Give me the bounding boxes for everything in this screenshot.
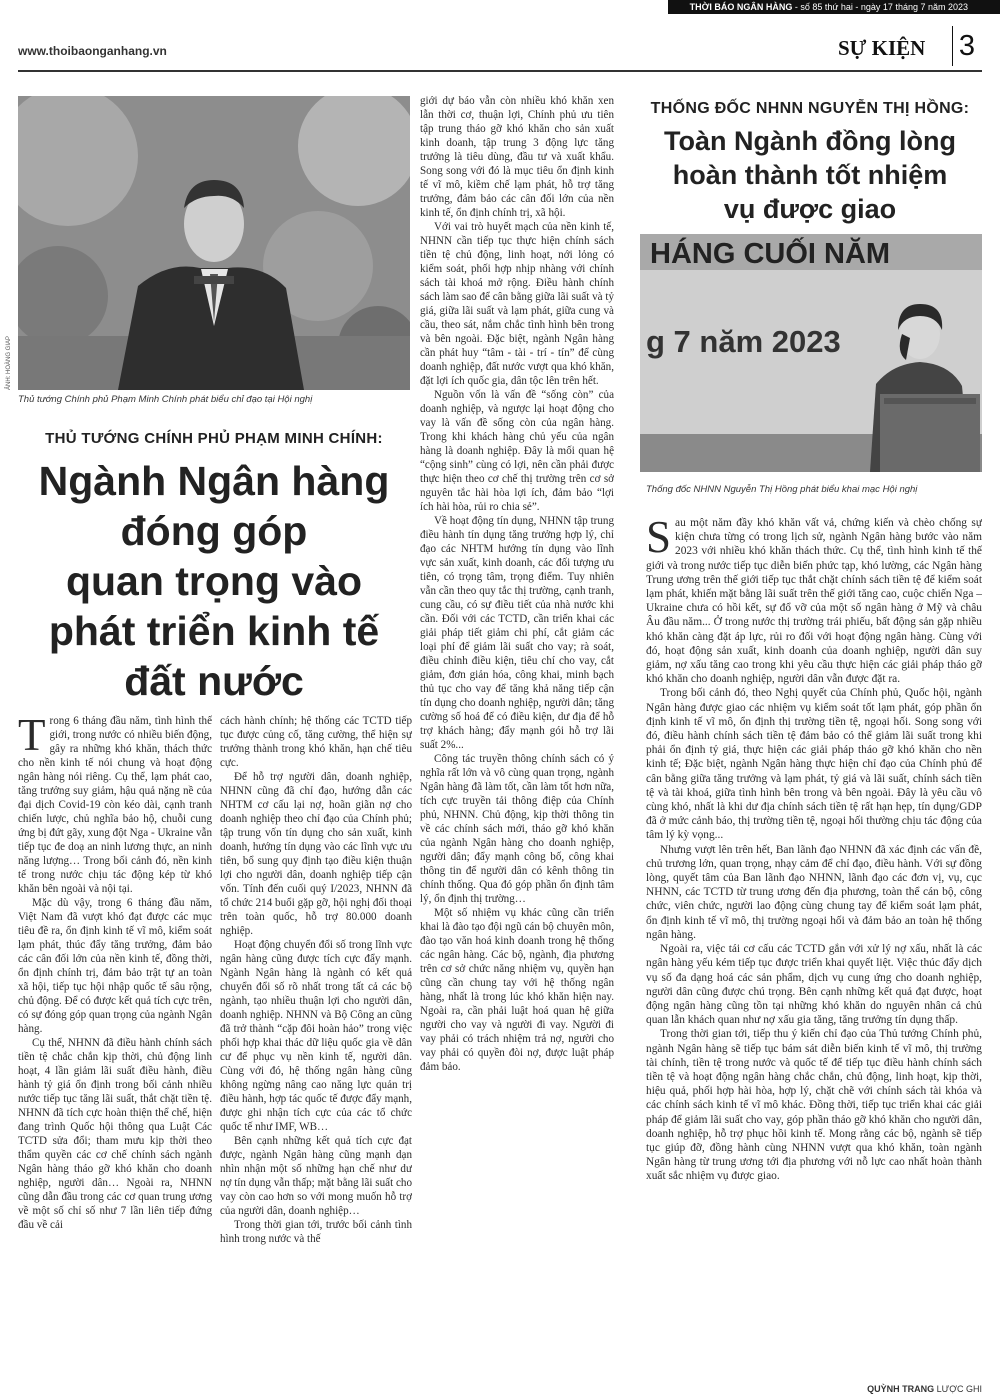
- paragraph: Mặc dù vậy, trong 6 tháng đầu năm, Việt Nam đã vượt khó đạt được các mục tiêu đề ra, ổn định kinh tế vĩ mô, kiểm soát lạm phát, thúc đẩy tăng trưởng, đảm bảo các cân đối lớn của nền kinh tế, đồng thời, ổn định chính trị, đảm bảo trật tự an toàn xã hội, tiếp tục hội nhập quốc tế sâu rộng, chủ động. Để có được kết quả tích cực trên, có sự đóng góp quan trọng của ngành Ngân hàng.: [18, 897, 212, 1035]
- left-col-2: [220, 714, 412, 1400]
- governor-photo-caption: Thống đốc NHNN Nguyễn Thị Hồng phát biểu khai mạc Hội nghị: [646, 484, 918, 495]
- website-url[interactable]: www.thoibaonganhang.vn: [18, 44, 167, 58]
- paragraph: Cụ thể, NHNN đã điều hành chính sách tiền tệ chắc chắn kịp thời, chủ động linh hoạt, 4 lần giảm lãi suất điều hành, điều hành tỷ giá ổn định trong bối cảnh nhiều nước tiếp tục tăng lãi suất, thắt chặt tiền tệ. NHNN đã tích cực hoàn thiện thể chế, hiện đang trình Quốc hội thông qua Luật Các TCTD sửa đổi; tham mưu kịp thời theo thẩm quyền các cơ chế chính sách ngành Ngân hàng tháo gỡ khó khăn cho doanh nghiệp, người dân… Ngoài ra, NHNN cũng dẫn đầu trong các cơ quan trung ương về một số chỉ số như 7 lần liên tiếp đứng đầu về cải: [18, 1037, 212, 1231]
- header-divider: [18, 70, 982, 72]
- paragraph: Trong thời gian tới, tiếp thu ý kiến chỉ đạo của Thủ tướng Chính phủ, ngành Ngân hàng sẽ tiếp tục bám sát diễn biến kinh tế vĩ mô, thị trường tài chính, tiền tệ trong nước và quốc tế để tiếp tục điều hành chính sách tiền tệ và hoạt động ngân hàng chắc chắn, chủ động, linh hoạt, kịp thời, hiệu quả, phối hợp hài hòa, hợp lý, chặt chẽ với chính sách tài khóa và các chính sách kinh tế vĩ mô khác. Đồng thời, tiếp tục triển khai các giải pháp để giảm lãi suất cho vay, góp phần tháo gỡ khó khăn cho người dân, doanh nghiệp, hỗ trợ phục hồi kinh tế. Mong rằng các bộ, ngành sẽ tiếp tục giúp đỡ, đồng hành cùng NHNN vượt qua khó khăn, toàn ngành Ngân hàng từ trung ương tới địa phương với nỗ lực cao nhất hoàn thành xuất sắc nhiệm vụ được giao.: [646, 1028, 982, 1183]
- left-kicker: THỦ TƯỚNG CHÍNH PHỦ PHẠM MINH CHÍNH:: [45, 430, 383, 447]
- byline-role: LƯỢC GHI: [934, 1384, 982, 1394]
- paragraph: giới dự báo vẫn còn nhiều khó khăn xen lẫn thời cơ, thuận lợi, Chính phủ ưu tiên tập trung tháo gỡ khó khăn cho sản xuất kinh doanh, tập trung 3 động lực tăng trưởng là tiêu dùng, đầu tư và xuất khẩu. Song song với đó là mục tiêu ổn định kinh tế vĩ mô, kiềm chế lạm phát, hỗ trợ tăng trưởng, đảm bảo các cân đối lớn của nền kinh tế, ổn định chính trị, xã hội.: [420, 95, 614, 219]
- byline-name: QUỲNH TRANG: [867, 1384, 935, 1394]
- paragraph: Với vai trò huyết mạch của nền kinh tế, NHNN cần tiếp tục thực hiện chính sách tiền tệ chủ động, linh hoạt, nới lỏng có kiểm soát, phối hợp nhịp nhàng với chính sách tài khoá mở rộng. Điều hành chính sách làm sao để cân bằng giữa lãi suất và tỷ giá, giữa lãi suất và lạm phát, giữa cung và cầu, theo sát, nắm chắc tình hình bên trong và bên ngoài. Đặc biệt, ngành Ngân hàng cần phát huy “tâm - tài - trí - tín” để cùng doanh nghiệp, đất nước vượt qua khó khăn, đặt lợi ích quốc gia, dân tộc lên trên hết.: [420, 221, 614, 387]
- left-headline-line: phát triển kinh tế: [48, 608, 380, 654]
- pm-photo-caption: Thủ tướng Chính phủ Phạm Minh Chính phát biểu chỉ đạo tại Hội nghị: [18, 394, 313, 405]
- paragraph: Công tác truyền thông chính sách có ý nghĩa rất lớn và vô cùng quan trọng, ngành Ngân hàng đã làm tốt, cần làm tốt hơn nữa, tích cực truyền tải thông điệp của Chính phủ, NHNN. Chủ động, kịp thời thông tin về các chính sách mới, tháo gỡ khó khăn của ngành Ngân hàng cho doanh nghiệp, người dân; đẩy mạnh công bố, công khai thông tin để người dân có kênh thông tin chính thống. Qua đó góp phần ổn định tâm lý, ổn định thị trường…: [420, 753, 614, 905]
- masthead-bar: [668, 0, 1000, 14]
- left-headline-line: đóng góp: [120, 508, 308, 554]
- paragraph: [18, 714, 212, 896]
- right-body: [646, 516, 982, 1376]
- left-headline: [18, 456, 410, 706]
- banner-text-2: g 7 năm 2023: [646, 324, 841, 359]
- paragraph: Trong bối cảnh đó, theo Nghị quyết của Chính phủ, Quốc hội, ngành Ngân hàng được giao các nhiệm vụ kiểm soát tốt lạm phát, góp phần ổn định kinh tế vĩ mô, ổn định thị trường tiền tệ, ngoại hối. Song song với đó, điều hành chính sách tiền tệ đảm bảo có thể giảm lãi suất trong khi phải ổn định tỷ giá, thực hiện các giải pháp tháo gỡ khó khăn cho nền kinh tế; Đặc biệt, ngành Ngân hàng thực hiện chỉ đạo của Chính phủ để cân bằng giữa tăng trưởng và lạm phát, tỷ giá và lãi suất, chính sách tiền tệ và tài khoá, giữa tình hình bên trong và bên ngoài. Đây là yêu cầu vô cùng khó, nhất là khi dư địa chính sách tiền tệ rất hạn hẹp, tín dụng/GDP đã ở mức cảnh báo, thị trường tiền tệ, ngoại hối thường chịu tác động của tâm lý kỳ vọng...: [646, 687, 982, 842]
- drop-cap: T: [18, 714, 46, 760]
- right-headline-line: hoàn thành tốt nhiệm: [672, 160, 948, 190]
- left-col-1: [18, 714, 212, 1400]
- left-headline-line: Ngành Ngân hàng: [38, 458, 390, 504]
- byline: [860, 1384, 982, 1394]
- paragraph: Hoạt động chuyển đổi số trong lĩnh vực ngân hàng cũng được tích cực đẩy mạnh. Ngành Ngân hàng là ngành có kết quả chuyển đổi số rõ nhất trong tất cả các bộ ngành, tạo nhiều thuận lợi cho người dân, doanh nghiệp. NHNN và Bộ Công an cũng đã trở thành “cặp đôi hoàn hảo” trong việc phối hợp khai thác dữ liệu quốc gia về dân cư để phục vụ nền kinh tế, người dân. Cùng với đó, hệ thống ngân hàng cũng không ngừng nâng cao năng lực quản trị điều hành, hợp tác quốc tế được đẩy mạnh, được ghi nhận tích cực của các tổ chức quốc tế như IMF, WB…: [220, 939, 412, 1133]
- right-headline-line: Toàn Ngành đồng lòng: [664, 126, 956, 156]
- section-title: SỰ KIỆN: [838, 36, 926, 60]
- paragraph-text: rong 6 tháng đầu năm, tình hình thế giới, trong nước có nhiều biến động, gây ra những khó khăn, thách thức cho nền kinh tế nói chung và hoạt động ngân hàng nói riêng. Cụ thể, lạm phát cao, tăng trưởng suy giảm, hậu quả nặng nề của đại dịch Covid-19 còn kéo dài, cạnh tranh chiến lược, chủ nghĩa bảo hộ, chuỗi cung ứng bị đứt gãy, xung đột Nga - Ukraine vẫn tiếp tục đe doạ an ninh lương thực, an ninh năng lượng… Trong bối cảnh đó, nền kinh tế trong nước chịu tác động kép từ khó khăn bên ngoài và nội tại.: [18, 715, 212, 895]
- paragraph: Bên cạnh những kết quả tích cực đạt được, ngành Ngân hàng cũng mạnh dạn nhìn nhận một số những hạn chế như dư nợ tín dụng vẫn thấp; mặt bằng lãi suất cho vay còn cao hơn so với mong muốn hỗ trợ của người dân, doanh nghiệp…: [220, 1135, 412, 1217]
- paragraph: [646, 516, 982, 686]
- paragraph: Nhưng vượt lên trên hết, Ban lãnh đạo NHNN đã xác định các vấn đề, chủ trương lớn, quan trọng, nhạy cảm để chỉ đạo, điều hành. Với sự đồng lòng, quyết tâm của Ban lãnh đạo NHNN, lãnh đạo các đơn vị, vụ, cục NHNN, các TCTD từ trung ương đến địa phương, toàn thể cán bộ, công chức, viên chức, người lao động cùng chung tay để kiểm soát lạm phát, ổn định kinh tế vĩ mô, thị trường ngoại hối và đảm bảo an toàn hệ thống ngân hàng.: [646, 843, 982, 941]
- paper-name: THỜI BÁO NGÂN HÀNG: [689, 2, 793, 12]
- photo-credit: ẢNH: HOÀNG GIAP: [6, 335, 12, 390]
- banner-text-1: HÁNG CUỐI NĂM: [650, 238, 891, 270]
- right-headline-line: vụ được giao: [723, 194, 897, 224]
- issue-info: - số 85 thứ hai - ngày 17 tháng 7 năm 2023: [792, 2, 968, 12]
- governor-photo: [640, 234, 982, 472]
- paragraph: Về hoạt động tín dụng, NHNN tập trung điều hành tín dụng tăng trưởng hợp lý, chỉ đạo các NHTM hướng tín dụng vào lĩnh vực sản xuất, kinh doanh, các đối tượng ưu tiên, có trọng tâm, trọng điểm. Tuy nhiên vẫn cần theo quy tắc thị trường, cạnh tranh, cung cầu, có sự điều tiết của nhà nước khi cần. Đối với các TCTD, cần triển khai các giải pháp tiết giảm chi phí, cắt giảm các loại phí để giảm lãi suất cho vay; rà soát, điều chỉnh điều kiện, tiêu chí cho vay, cắt giảm, đơn giản hóa, công khai, minh bạch thủ tục cho vay để tăng khả năng tiếp cận tín dụng cho doanh nghiệp, người dân; tăng cường số hoá để có điều kiện, dư địa để hỗ trợ khách hàng; đẩy mạnh gói hỗ trợ lãi suất 2%...: [420, 515, 614, 751]
- pm-photo: [18, 96, 410, 390]
- left-headline-line: quan trọng vào: [65, 558, 363, 604]
- left-headline-line: đất nước: [124, 658, 304, 704]
- left-col-3: [420, 94, 614, 1400]
- page-number: 3: [952, 26, 981, 66]
- paragraph: Một số nhiệm vụ khác cũng cần triển khai là đào tạo đội ngũ cán bộ chuyên môn, đào tạo văn hoá kinh doanh trong hệ thống các ngân hàng. Các bộ, ngành, địa phương trên cơ sở chức năng nhiệm vụ, quyền hạn cũng cần chung tay với hệ thống ngân hàng, nhất là trong lúc khó khăn hiện nay. Ngoài ra, cần phải luật hoá quan hệ giữa người cho vay và người đi vay. Người đi vay phải có trách nhiệm trả nợ, người cho vay phải có quyền đòi nợ, được luật pháp đảm bảo.: [420, 907, 614, 1073]
- paragraph: Ngoài ra, việc tái cơ cấu các TCTD gắn với xử lý nợ xấu, nhất là các ngân hàng yếu kém tiếp tục được triển khai quyết liệt. Việc thúc đẩy dịch vụ số đa dạng hoá các sản phẩm, dịch vụ cung ứng cho doanh nghiệp, người dân cũng được chú trọng. Bên cạnh những kết quả đạt được, hoạt động ngân hàng cũng tồn tại những khó khăn do nguyên nhân cả chủ quan lẫn khách quan như nợ xấu gia tăng, tăng trưởng tín dụng thấp.: [646, 943, 982, 1027]
- paragraph-text: au một năm đầy khó khăn vất vả, chứng kiến và chèo chống sự kiện chưa từng có trong lịch sử, ngành Ngân hàng bước vào năm 2023 với nhiều khó khăn thách thức. Cụ thể, tình hình kinh tế thế giới và trong nước tiếp tục diễn biến phức tạp, khó lường, các Ngân hàng Trung ương trên thế giới tiếp tục thắt chặt chính sách tiền tệ để kiểm soát lạm phát, khiến mặt bằng lãi suất trên thế giới tăng cao, cuộc chiến Nga – Ukraine chưa có hồi kết, sự đổ vỡ của một số ngân hàng ở Mỹ và châu Âu đầu năm... Ở trong nước thị trường trái phiếu, bất động sản gặp nhiều khó khăn càng đặt áp lực, rủi ro đối với hoạt động ngân hàng. Cùng với đó, hoạt động sản xuất, kinh doanh của doanh nghiệp, người dân suy giảm, nợ xấu tăng cao trong khi yêu cầu thực hiện các giải pháp tháo gỡ khó khăn cho doanh nghiệp, người dân vẫn được đặt ra.: [646, 517, 982, 686]
- right-kicker: THỐNG ĐỐC NHNN NGUYỄN THỊ HỒNG:: [650, 100, 970, 117]
- paragraph: Nguồn vốn là vấn đề “sống còn” của doanh nghiệp, và ngược lại hoạt động cho vay là vấn đề sống còn của ngân hàng. Trong khi khách hàng chủ yếu của ngân hàng là doanh nghiệp. Đây là mối quan hệ “cộng sinh” cùng có lợi, nên cần phải được thực hiện theo cơ chế thị trường trên cơ sở nguyên tắc hài hòa lợi ích, đảm bảo “lợi ích hài hòa, rủi ro chia sẻ”.: [420, 389, 614, 513]
- paragraph: Trong thời gian tới, trước bối cảnh tình hình trong nước và thế: [220, 1219, 412, 1245]
- paragraph: cách hành chính; hệ thống các TCTD tiếp tục được củng cố, tăng cường, thể hiện sự trưởng thành trong khó khăn, hạn chế tiêu cực.: [220, 715, 412, 769]
- paragraph: Để hỗ trợ người dân, doanh nghiệp, NHNN cũng đã chỉ đạo, hướng dẫn các NHTM cơ cấu lại nợ, hoãn giãn nợ cho doanh nghiệp theo chỉ đạo của Chính phủ; tập trung vốn tín dụng cho sản xuất, kinh doanh, hướng tín dụng vào các lĩnh vực ưu tiên, bổ sung quy định tạo điều kiện thuận lợi cho người dân, doanh nghiệp tiếp cận vốn. Tính đến cuối quý I/2023, NHNN đã tổ chức 214 buổi gặp gỡ, hội nghị đối thoại trên toàn quốc, hỗ trợ 80.000 doanh nghiệp.: [220, 771, 412, 937]
- pm-photo-illustration: [18, 96, 410, 390]
- right-headline: [638, 124, 982, 226]
- drop-cap: S: [646, 516, 672, 562]
